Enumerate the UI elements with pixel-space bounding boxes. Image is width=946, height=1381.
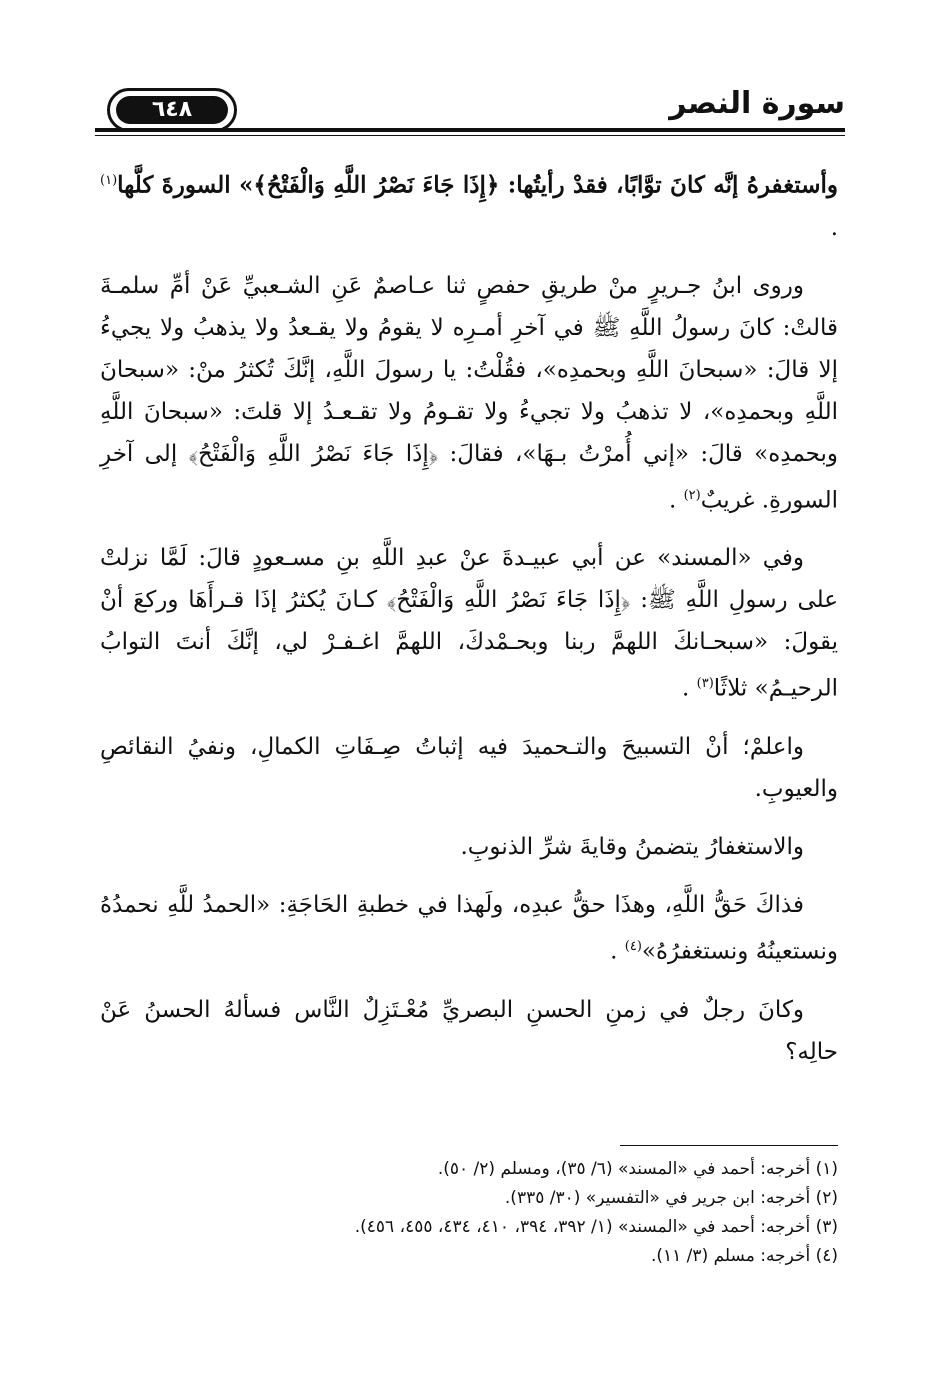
footnote: (١) أخرجه: أحمد في «المسند» (٦/ ٣٥)، ومسلم (٢/ ٥٠). bbox=[437, 1159, 838, 1179]
paragraph bbox=[100, 537, 838, 710]
surah-title: سورة النصر bbox=[669, 86, 845, 121]
footnote: (٣) أخرجه: أحمد في «المسند» (١/ ٣٩٢، ٣٩٤، ٤١٠، ٤٣٤، ٤٥٥، ٤٥٦). bbox=[354, 1217, 838, 1237]
paragraph bbox=[100, 160, 838, 249]
footnote-ref: (٢) bbox=[683, 487, 701, 503]
footnote: (٤) أخرجه: مسلم (٣/ ١١). bbox=[650, 1246, 838, 1266]
footnote-ref: (٤) bbox=[624, 938, 642, 954]
footnote: (٢) أخرجه: ابن جرير في «التفسير» (٣٠/ ٣٣٥). bbox=[504, 1188, 838, 1208]
page-header bbox=[95, 78, 845, 138]
paragraph bbox=[100, 884, 838, 973]
footnote-ref: (٣) bbox=[696, 676, 714, 692]
paragraph-text: فذاكَ حَقُّ اللَّهِ، وهذَا حقُّ عبدِه، ولَهذا في خطبةِ الحَاجَةِ: «الحمدُ للَّهِ نحمدُهُ ونستعينُهُ ونستغفرُهُ» bbox=[100, 891, 838, 965]
footnotes bbox=[100, 1155, 838, 1271]
page-number-badge bbox=[107, 88, 237, 132]
footnote-divider bbox=[620, 1145, 838, 1146]
paragraph-text: وفي «المسند» عن أبي عبيـدةَ عنْ عبدِ اللَّهِ بنِ مسـعودٍ قالَ: لَمَّا نزلتْ على رسولِ اللَّهِ ﷺ: ﴿إِذَا جَاءَ نَصْرُ اللَّهِ وَالْفَتْحُ﴾ كـانَ يُكثرُ إذَا قـرأَهَا وركعَ أنْ يقولَ: «سبحـانكَ اللهمَّ ربنا وبحـمْدكَ، اللهمَّ اغـفـرْ لي، إنَّكَ أنتَ التوابُ الرحيـمُ» ثلاثًا bbox=[100, 545, 838, 702]
paragraph bbox=[100, 989, 838, 1073]
paragraph-tail: . bbox=[830, 214, 838, 241]
main-text bbox=[100, 160, 838, 1089]
paragraph-tail: . bbox=[668, 487, 684, 514]
paragraph-text: وأستغفرهُ إنَّه كانَ توَّابًا، فقدْ رأيتُها: ﴿إِذَا جَاءَ نَصْرُ اللَّهِ وَالْفَتْحُ﴾» السورةَ كلَّها bbox=[117, 171, 838, 199]
paragraph-text: والاستغفارُ يتضمنُ وقايةَ شرِّ الذنوبِ. bbox=[460, 833, 804, 860]
header-divider-thin bbox=[95, 135, 845, 136]
paragraph-text: وكانَ رجلٌ في زمنِ الحسنِ البصريِّ مُعْـتَزِلٌ النَّاس فسألهُ الحسنُ عَنْ حالِه؟ bbox=[100, 996, 838, 1065]
paragraph bbox=[100, 826, 838, 868]
paragraph-text: وروى ابنُ جـريرٍ منْ طريقِ حفصٍ ثنا عـاصمٌ عَنِ الشـعبيِّ عَنْ أمِّ سلمـةَ قالتْ: كانَ رسولُ اللَّهِ ﷺ في آخرِ أمـرِه لا يقومُ ولا يقـعدُ ولا يذهبُ ولا يجيءُ إلا قالَ: «سبحانَ اللَّهِ وبحمدِه»، فقُلْتُ: يا رسولَ اللَّهِ، إنَّكَ تُكثرُ منْ: «سبحانَ اللَّهِ وبحمدِه»، لا تذهبُ ولا تجيءُ ولا تقـومُ ولا تقـعـدُ إلا قلتَ: «سبحانَ اللَّهِ وبحمدِه» قالَ: «إني أُمرْتُ بـهَا»، فقالَ: ﴿إِذَا جَاءَ نَصْرُ اللَّهِ وَالْفَتْحُ﴾ إلى آخرِ السورةِ. غريبٌ bbox=[100, 272, 838, 514]
paragraph bbox=[100, 726, 838, 810]
paragraph-tail: . bbox=[610, 938, 625, 965]
paragraph-text: واعلمْ؛ أنْ التسبيحَ والتـحميدَ فيه إثباتُ صِـفَاتِ الكمالِ، ونفيُ النقائصِ والعيوبِ. bbox=[100, 733, 838, 802]
paragraph bbox=[100, 265, 838, 522]
page-number: ٦٤٨ bbox=[116, 96, 228, 124]
header-divider bbox=[95, 128, 845, 132]
paragraph-tail: . bbox=[682, 675, 697, 702]
footnote-ref: (١) bbox=[100, 173, 118, 188]
